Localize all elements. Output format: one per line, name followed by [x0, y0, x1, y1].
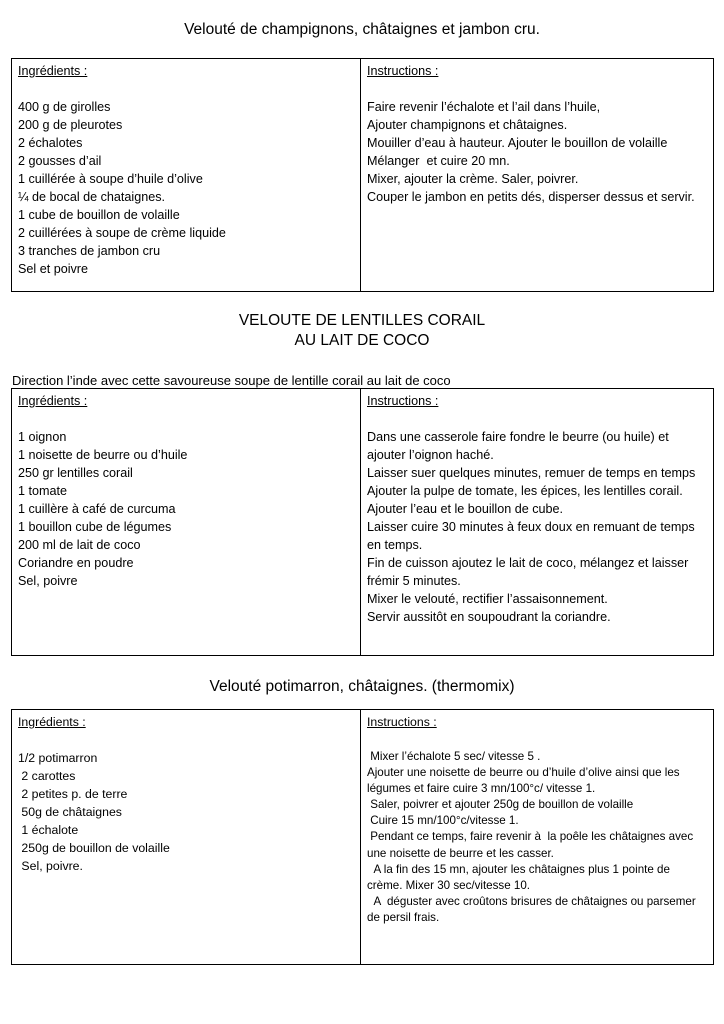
ingredient-item: 250g de bouillon de volaille [18, 841, 170, 855]
ingredient-item: ¼ de bocal de chataignes. [18, 190, 166, 204]
recipe-1-table [11, 58, 714, 292]
ingredient-item: 1 échalote [18, 823, 79, 837]
ingredient-item: 1 cuillère à café de curcuma [18, 502, 176, 516]
instruction-step: A déguster avec croûtons brisures de châtaignes ou parsemer de persil frais. [367, 894, 699, 924]
recipe-3-title-line: Velouté potimarron, châtaignes. (thermomix) [209, 678, 515, 695]
recipe-3-table [11, 709, 714, 965]
ingredient-item: 1/2 potimarron [18, 751, 98, 765]
instruction-step: Cuire 15 mn/100°c/vitesse 1. [367, 814, 519, 828]
ingredient-item: Sel, poivre. [18, 859, 83, 873]
ingredient-item: 200 ml de lait de coco [18, 538, 141, 552]
instruction-step: Ajouter une noisette de beurre ou d’huile d’olive ainsi que les légumes et faire cuire 3 mn/100°c/ vitesse 1. [367, 766, 683, 796]
ingredient-item: 1 noisette de beurre ou d’huile [18, 448, 188, 462]
ingredient-item: 2 petites p. de terre [18, 787, 128, 801]
ingredient-item: 50g de châtaignes [18, 805, 122, 819]
instruction-step: Pendant ce temps, faire revenir à la poêle les châtaignes avec une noisette de beurre et les casser. [367, 830, 697, 860]
recipe-1-title-line: Velouté de champignons, châtaignes et jambon cru. [184, 21, 540, 38]
ingredient-item: 3 tranches de jambon cru [18, 244, 161, 258]
instruction-step: Ajouter la pulpe de tomate, les épices, les lentilles corail. Ajouter l’eau et le bouillon de cube. [367, 484, 686, 516]
ingredient-item: 2 échalotes [18, 136, 83, 150]
ingredient-item: Coriandre en poudre [18, 556, 134, 570]
ingredient-item: 1 cube de bouillon de volaille [18, 208, 180, 222]
recipe-2-title-line: VELOUTE DE LENTILLES CORAIL [238, 312, 486, 329]
ingredient-item: Sel et poivre [18, 262, 89, 276]
recipe-2-title-line: AU LAIT DE COCO [294, 332, 430, 349]
instructions-header: Instructions : [367, 715, 437, 729]
ingredients-header: Ingrédients : [18, 64, 88, 78]
instruction-step: Mélanger et cuire 20 mn. [367, 154, 510, 168]
ingredient-item: 1 tomate [18, 484, 68, 498]
instruction-step: Mixer, ajouter la crème. Saler, poivrer. [367, 172, 579, 186]
ingredients-header: Ingrédients : [18, 394, 88, 408]
instruction-step: Fin de cuisson ajoutez le lait de coco, mélangez et laisser frémir 5 minutes. [367, 556, 692, 588]
ingredients-list [18, 749, 354, 875]
instruction-step: Laisser cuire 30 minutes à feux doux en remuant de temps en temps. [367, 520, 699, 552]
instruction-step: Couper le jambon en petits dés, disperser dessus et servir. [367, 190, 695, 204]
ingredient-item: 1 bouillon cube de légumes [18, 520, 172, 534]
ingredients-list [18, 98, 354, 278]
instruction-step: Laisser suer quelques minutes, remuer de temps en temps [367, 466, 696, 480]
ingredients-cell [12, 59, 361, 292]
instruction-step: Dans une casserole faire fondre le beurre (ou huile) et ajouter l’oignon haché. [367, 430, 673, 462]
ingredient-item: Sel, poivre [18, 574, 78, 588]
instruction-step: A la fin des 15 mn, ajouter les châtaignes plus 1 pointe de crème. Mixer 30 sec/vitesse 10. [367, 862, 674, 892]
recipe-2-table [11, 388, 714, 656]
instruction-step: Servir aussitôt en soupoudrant la coriandre. [367, 610, 611, 624]
instruction-step: Faire revenir l’échalote et l’ail dans l’huile, [367, 100, 601, 114]
ingredients-header: Ingrédients : [18, 715, 86, 729]
instructions-cell [361, 59, 714, 292]
instructions-cell [361, 389, 714, 656]
instructions-cell [361, 710, 714, 965]
ingredient-item: 2 carottes [18, 769, 76, 783]
instruction-step: Ajouter champignons et châtaignes. [367, 118, 568, 132]
instructions-list [367, 428, 707, 626]
ingredient-item: 1 cuillérée à soupe d’huile d’olive [18, 172, 203, 186]
ingredient-item: 2 gousses d’ail [18, 154, 102, 168]
instructions-list [367, 98, 707, 206]
ingredient-item: 250 gr lentilles corail [18, 466, 133, 480]
recipe-2-intro: Direction l’inde avec cette savoureuse soupe de lentille corail au lait de coco [12, 373, 451, 388]
recipe-2-title [0, 311, 724, 351]
instructions-list [367, 749, 707, 926]
instructions-header: Instructions : [367, 64, 439, 78]
instruction-step: Saler, poivrer et ajouter 250g de bouillon de volaille [367, 798, 634, 812]
ingredient-item: 200 g de pleurotes [18, 118, 123, 132]
recipe-3-title [0, 677, 724, 697]
ingredients-cell [12, 710, 361, 965]
instruction-step: Mixer l’échalote 5 sec/ vitesse 5 . [367, 750, 541, 763]
instruction-step: Mouiller d’eau à hauteur. Ajouter le bouillon de volaille [367, 136, 668, 150]
ingredient-item: 1 oignon [18, 430, 67, 444]
ingredients-list [18, 428, 354, 590]
instructions-header: Instructions : [367, 394, 439, 408]
ingredients-cell [12, 389, 361, 656]
ingredient-item: 400 g de girolles [18, 100, 111, 114]
ingredient-item: 2 cuillérées à soupe de crème liquide [18, 226, 226, 240]
instruction-step: Mixer le velouté, rectifier l’assaisonnement. [367, 592, 608, 606]
recipe-1-title [0, 20, 724, 40]
